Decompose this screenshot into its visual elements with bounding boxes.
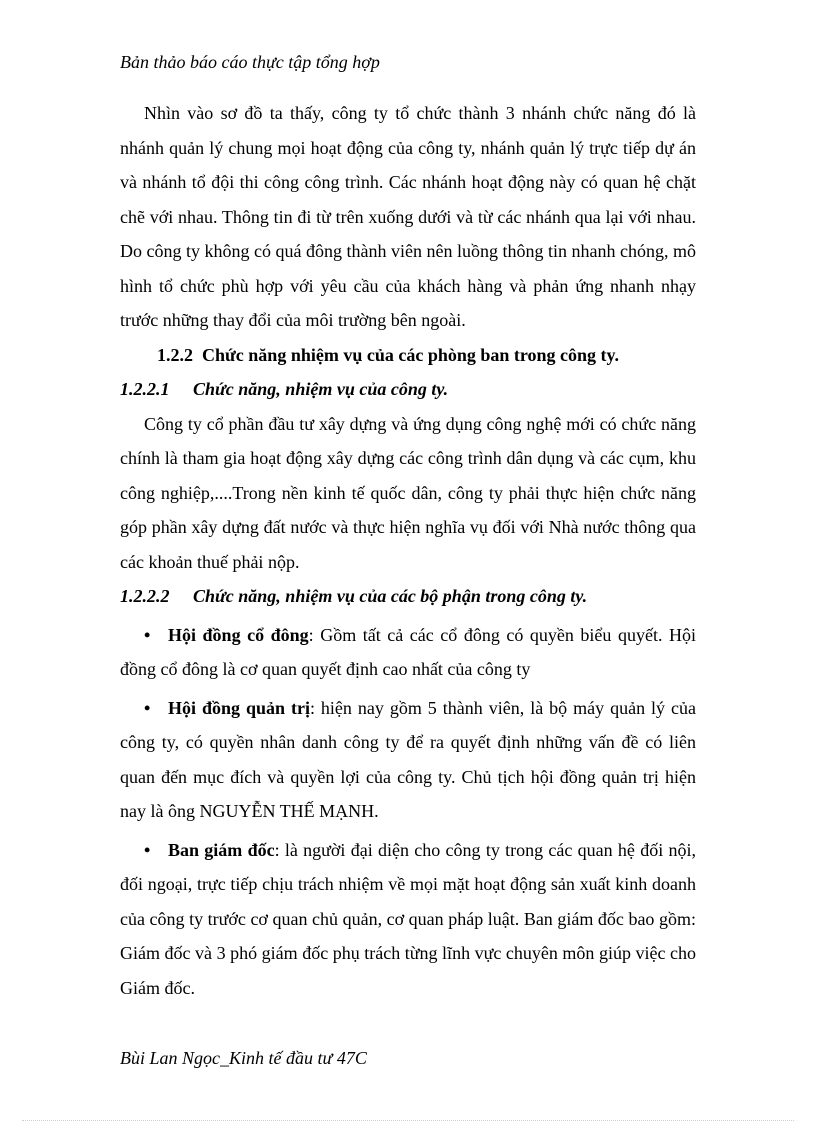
bullet-icon: • [144,697,151,718]
intro-paragraph: Nhìn vào sơ đồ ta thấy, công ty tổ chức thành 3 nhánh chức năng đó là nhánh quản lý chung mọi hoạt động của công ty, nhánh quản lý trực tiếp dự án và nhánh tổ đội thi công công trình. Các nhánh hoạt động này có quan hệ chặt chẽ với nhau. Thông tin đi từ trên xuống dưới và từ các nhánh qua lại với nhau. Do công ty không có quá đông thành viên nên luồng thông tin nhanh chóng, mô hình tổ chức phù hợp với yêu cầu của khách hàng và phản ứng nhanh nhạy trước những thay đổi của môi trường bên ngoài. [120,103,696,330]
company-function-paragraph: Công ty cổ phần đầu tư xây dựng và ứng dụng công nghệ mới có chức năng chính là tham gia hoạt động xây dựng các công trình dân dụng và các cụm, khu công nghiệp,....Trong nền kinh tế quốc dân, công ty phải thực hiện chức năng góp phần xây dựng đất nước và thực hiện nghĩa vụ đối với Nhà nước thông qua các khoản thuế phải nộp. [120,413,696,572]
section-number: 1.2.2.2 [120,586,170,606]
section-heading-1-2-2-2 [120,579,696,614]
bullet-text: : Gồm tất cả các cổ đông có quyền biểu quyết. Hội đồng cổ đông là cơ quan quyết định cao nhất của công ty [120,624,696,679]
bullet-term: Ban giám đốc [168,839,275,860]
section-title: Chức năng nhiệm vụ của các phòng ban trong công ty. [202,344,620,365]
bullet-icon: • [144,624,151,645]
bullet-text: : là người đại diện cho công ty trong các quan hệ đối nội, đối ngoại, trực tiếp chịu trách nhiệm về mọi mặt hoạt động sản xuất kinh doanh của công ty trước cơ quan chủ quản, cơ quan pháp luật. Ban giám đốc bao gồm: Giám đốc và 3 phó giám đốc phụ trách từng lĩnh vực chuyên môn giúp việc cho Giám đốc. [120,839,697,998]
bullet-text: : hiện nay gồm 5 thành viên, là bộ máy quản lý của công ty, có quyền nhân danh công ty để ra quyết định những vấn đề có liên quan đến mục đích và quyền lợi của công ty. Chủ tịch hội đồng quản trị hiện nay là ông NGUYỄN THẾ MẠNH. [120,697,696,821]
bullet-item-directors [120,833,696,1006]
page-bottom-divider [22,1120,794,1121]
section-number: 1.2.2 [157,344,193,365]
document-body [120,96,696,1005]
page-header: Bản thảo báo cáo thực tập tổng hợp [120,52,380,72]
bullet-item-board [120,691,696,829]
bullet-item-shareholders [120,618,696,687]
page-footer: Bùi Lan Ngọc_Kinh tế đầu tư 47C [120,1048,367,1068]
section-heading-1-2-2 [120,338,696,373]
section-title: Chức năng, nhiệm vụ của công ty. [193,379,449,399]
section-heading-1-2-2-1 [120,372,696,407]
bullet-term: Hội đồng cổ đông [168,624,309,645]
section-title: Chức năng, nhiệm vụ của các bộ phận trong công ty. [193,586,588,606]
section-number: 1.2.2.1 [120,379,170,399]
bullet-icon: • [144,839,151,860]
bullet-term: Hội đồng quản trị [168,697,310,718]
